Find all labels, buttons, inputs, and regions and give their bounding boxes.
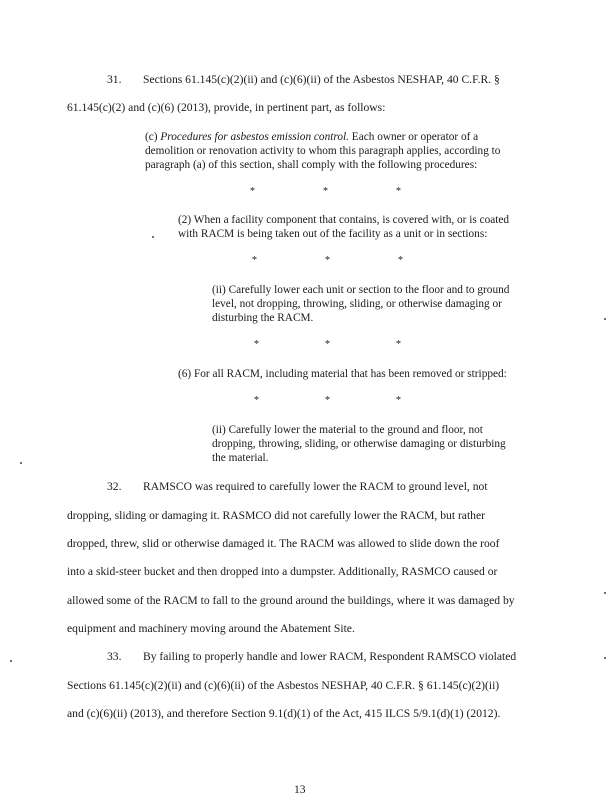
ellipsis-star: *: [325, 339, 330, 350]
quote-p6-line-1: (6) For all RACM, including material that has been removed or stripped:: [178, 368, 507, 380]
quote-c-line-1: [145, 131, 478, 144]
para-31-line-2: 61.145(c)(2) and (c)(6) (2013), provide, in pertinent part, as follows:: [67, 101, 386, 114]
ellipsis-star: *: [254, 395, 259, 406]
ellipsis-star: *: [250, 186, 255, 197]
page-number: 13: [294, 783, 306, 796]
para-32-line-5: allowed some of the RACM to fall to the ground around the buildings, where it was damaged by: [67, 594, 515, 607]
ellipsis-star: *: [254, 339, 259, 350]
quote-c-line-3: paragraph (a) of this section, shall comply with the following procedures:: [145, 159, 478, 171]
para-31-line-1: Sections 61.145(c)(2)(ii) and (c)(6)(ii) of the Asbestos NESHAP, 40 C.F.R. §: [143, 73, 500, 86]
para-33-line-1: By failing to properly handle and lower RACM, Respondent RAMSCO violated: [143, 650, 517, 663]
scan-speck: [604, 318, 606, 320]
scan-speck: [604, 657, 606, 659]
quote-p6ii-line-2: dropping, throwing, sliding, or otherwise damaging or disturbing: [212, 438, 506, 450]
para-33-number: 33.: [107, 650, 122, 663]
quote-c-prefix: (c): [145, 131, 158, 143]
quote-p2ii-line-3: disturbing the RACM.: [212, 312, 314, 324]
quote-p2ii-line-2: level, not dropping, throwing, sliding, or otherwise damaging or: [212, 298, 502, 310]
ellipsis-star: *: [398, 255, 403, 266]
ellipsis-star: *: [396, 395, 401, 406]
para-31-number: 31.: [107, 73, 122, 86]
quote-p2-line-2: with RACM is being taken out of the facility as a unit or in sections:: [178, 228, 488, 240]
ellipsis-star: *: [325, 255, 330, 266]
quote-p6ii-line-1: (ii) Carefully lower the material to the ground and floor, not: [212, 424, 483, 436]
para-33-line-3: and (c)(6)(ii) (2013), and therefore Section 9.1(d)(1) of the Act, 415 ILCS 5/9.1(d)(1) (2012).: [67, 707, 501, 720]
ellipsis-star: *: [396, 339, 401, 350]
ellipsis-star: *: [396, 186, 401, 197]
para-32-number: 32.: [107, 480, 122, 493]
ellipsis-star: *: [323, 186, 328, 197]
quote-c-heading: Procedures for asbestos emission control.: [160, 131, 349, 143]
para-32-line-1: RAMSCO was required to carefully lower the RACM to ground level, not: [143, 480, 488, 493]
scan-speck: [10, 660, 12, 662]
para-32-line-2: dropping, sliding or damaging it. RASMCO did not carefully lower the RACM, but rather: [67, 509, 485, 522]
scan-speck: [152, 236, 154, 238]
para-32-line-6: equipment and machinery moving around the Abatement Site.: [67, 622, 355, 635]
ellipsis-star: *: [252, 255, 257, 266]
scan-speck: [20, 462, 22, 464]
quote-p6ii-line-3: the material.: [212, 452, 269, 464]
quote-p2-line-1: (2) When a facility component that contains, is covered with, or is coated: [178, 214, 510, 226]
scan-speck: [604, 592, 606, 594]
para-32-line-3: dropped, threw, slid or otherwise damaged it. The RACM was allowed to slide down the roof: [67, 537, 500, 550]
para-33-line-2: Sections 61.145(c)(2)(ii) and (c)(6)(ii) of the Asbestos NESHAP, 40 C.F.R. § 61.145(c)(2)(ii): [67, 679, 500, 692]
para-32-line-4: into a skid-steer bucket and then dropped into a dumpster. Additionally, RASMCO caused or: [67, 565, 498, 578]
quote-c-line-1-rest: Each owner or operator of a: [351, 131, 479, 143]
quote-p2ii-line-1: (ii) Carefully lower each unit or section to the floor and to ground: [212, 284, 510, 296]
ellipsis-star: *: [325, 395, 330, 406]
quote-c-line-2: demolition or renovation activity to whom this paragraph applies, according to: [145, 145, 501, 157]
